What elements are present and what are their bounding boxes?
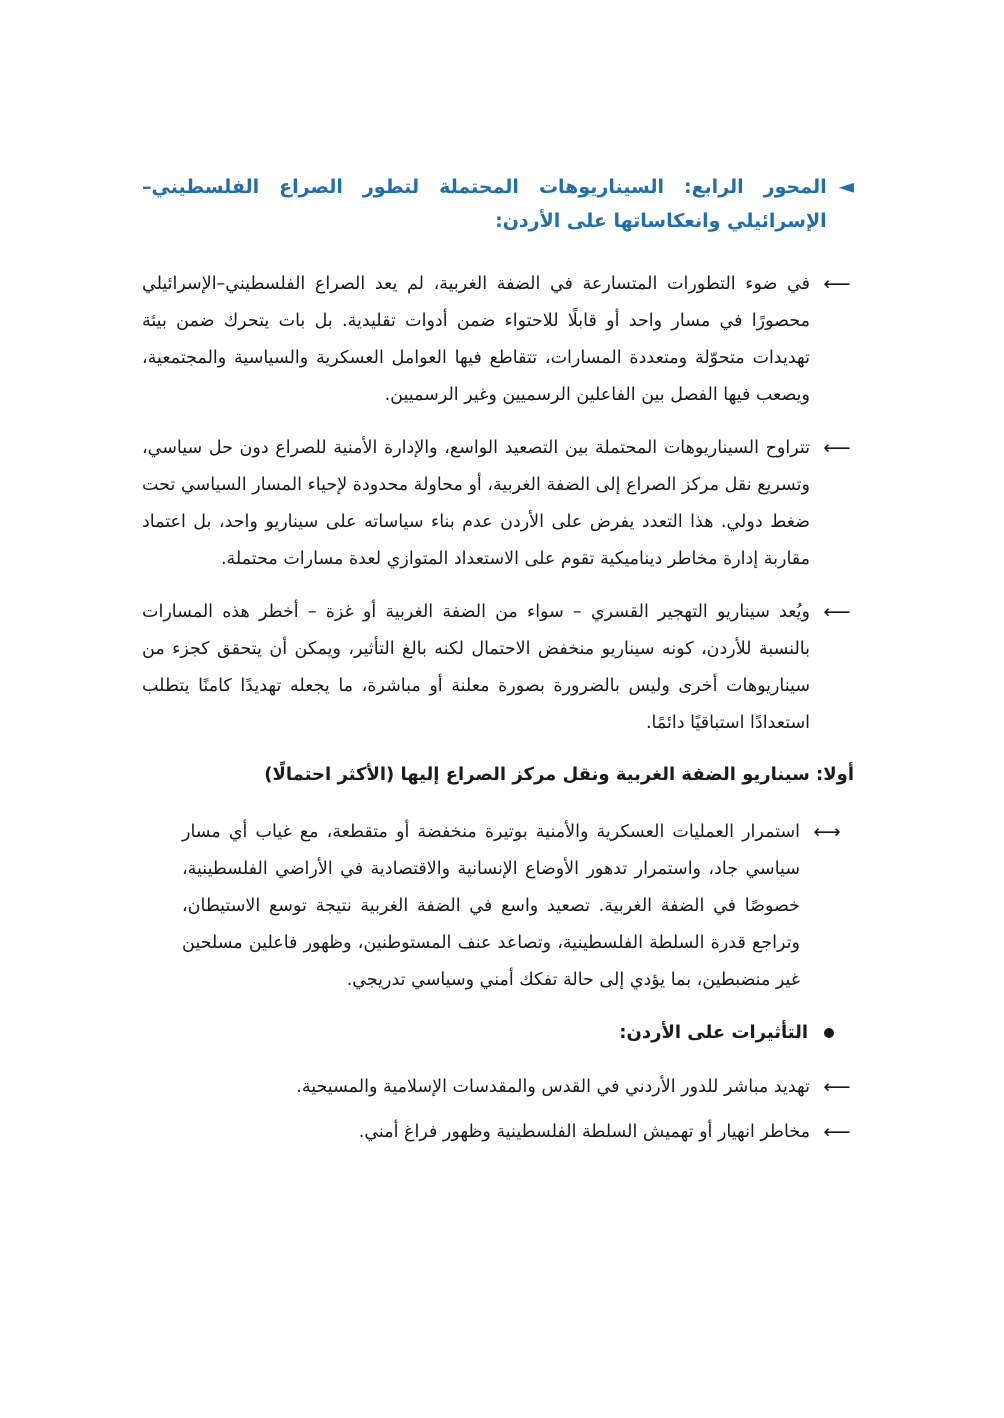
impact-item-2 — [142, 1114, 854, 1151]
scenario-one-heading: أولا: سيناريو الضفة الغربية ونقل مركز الصراع إليها (الأكثر احتمالًا) — [264, 764, 854, 785]
scenario-one-paragraph — [182, 814, 844, 999]
paragraph-text: استمرار العمليات العسكرية والأمنية بوتيرة منخفضة أو متقطعة، مع غياب أي مسار سياسي جاد، واستمرار تدهور الأوضاع الإنسانية والاقتصادية في الأراضي الفلسطينية، خصوصًا في الضفة الغربية. تصعيد واسع في الضفة الغربية نتيجة توسع الاستيطان، وتراجع قدرة السلطة الفلسطينية، وتصاعد عنف المستوطنين، وظهور فاعلين مسلحين غير منضبطين، بما يؤدي إلى حالة تفكك أمني وسياسي تدريجي. — [182, 822, 800, 990]
impacts-heading-label: التأثيرات على الأردن: — [619, 1022, 808, 1043]
intro-paragraph-3 — [142, 594, 854, 742]
intro-paragraph-1 — [142, 266, 854, 414]
intro-paragraph-2 — [142, 430, 854, 578]
impact-item-1 — [142, 1069, 854, 1106]
paragraph-text: تتراوح السيناريوهات المحتملة بين التصعيد الواسع، والإدارة الأمنية للصراع دون حل سياسي، وتسريع نقل مركز الصراع إلى الضفة الغربية، أو محاولة محدودة لإحياء المسار السياسي تحت ضغط دولي. هذا التعدد يفرض على الأردن عدم بناء سياساته على سيناريو واحد، بل اعتماد مقاربة إدارة مخاطر ديناميكية تقوم على الاستعداد المتوازي لعدة مسارات محتملة. — [142, 438, 810, 569]
arrow-left-icon: ⟵ — [823, 437, 851, 459]
triangle-marker-icon: ◄ — [838, 174, 854, 198]
arrow-left-icon: ⟵ — [823, 273, 851, 295]
impact-text: تهديد مباشر للدور الأردني في القدس والمقدسات الإسلامية والمسيحية. — [296, 1077, 810, 1097]
impact-text: مخاطر انهيار أو تهميش السلطة الفلسطينية وظهور فراغ أمني. — [358, 1122, 810, 1142]
paragraph-text: ويُعد سيناريو التهجير القسري – سواء من الضفة الغربية أو غزة – أخطر هذه المسارات بالنسبة للأردن، كونه سيناريو منخفض الاحتمال لكنه بالغ التأثير، ويمكن أن يتحقق كجزء من سيناريوهات أخرى وليس بالضرورة بصورة معلنة أو مباشرة، ما يجعله تهديدًا كامنًا يتطلب استعدادًا استباقيًا دائمًا. — [142, 602, 810, 733]
arrow-left-icon: ⟵ — [823, 1076, 851, 1098]
section-title: المحور الرابع: السيناريوهات المحتملة لتطور الصراع الفلسطيني–الإسرائيلي وانعكاساتها على الأردن: — [142, 176, 827, 232]
section-heading — [142, 170, 854, 238]
arrow-left-right-icon: ⟷ — [813, 821, 841, 843]
document-page — [142, 170, 854, 1159]
impacts-heading — [142, 1017, 854, 1049]
paragraph-text: في ضوء التطورات المتسارعة في الضفة الغربية، لم يعد الصراع الفلسطيني–الإسرائيلي محصورًا في مسار واحد أو قابلًا للاحتواء ضمن أدوات تقليدية. بل بات يتحرك ضمن بيئة تهديدات متحوّلة ومتعددة المسارات، تتقاطع فيها العوامل العسكرية والسياسية والمجتمعية، ويصعب فيها الفصل بين الفاعلين الرسميين وغير الرسميين. — [142, 274, 810, 405]
arrow-left-icon: ⟵ — [823, 601, 851, 623]
bullet-dot-icon — [824, 1028, 834, 1038]
arrow-left-icon: ⟵ — [823, 1121, 851, 1143]
